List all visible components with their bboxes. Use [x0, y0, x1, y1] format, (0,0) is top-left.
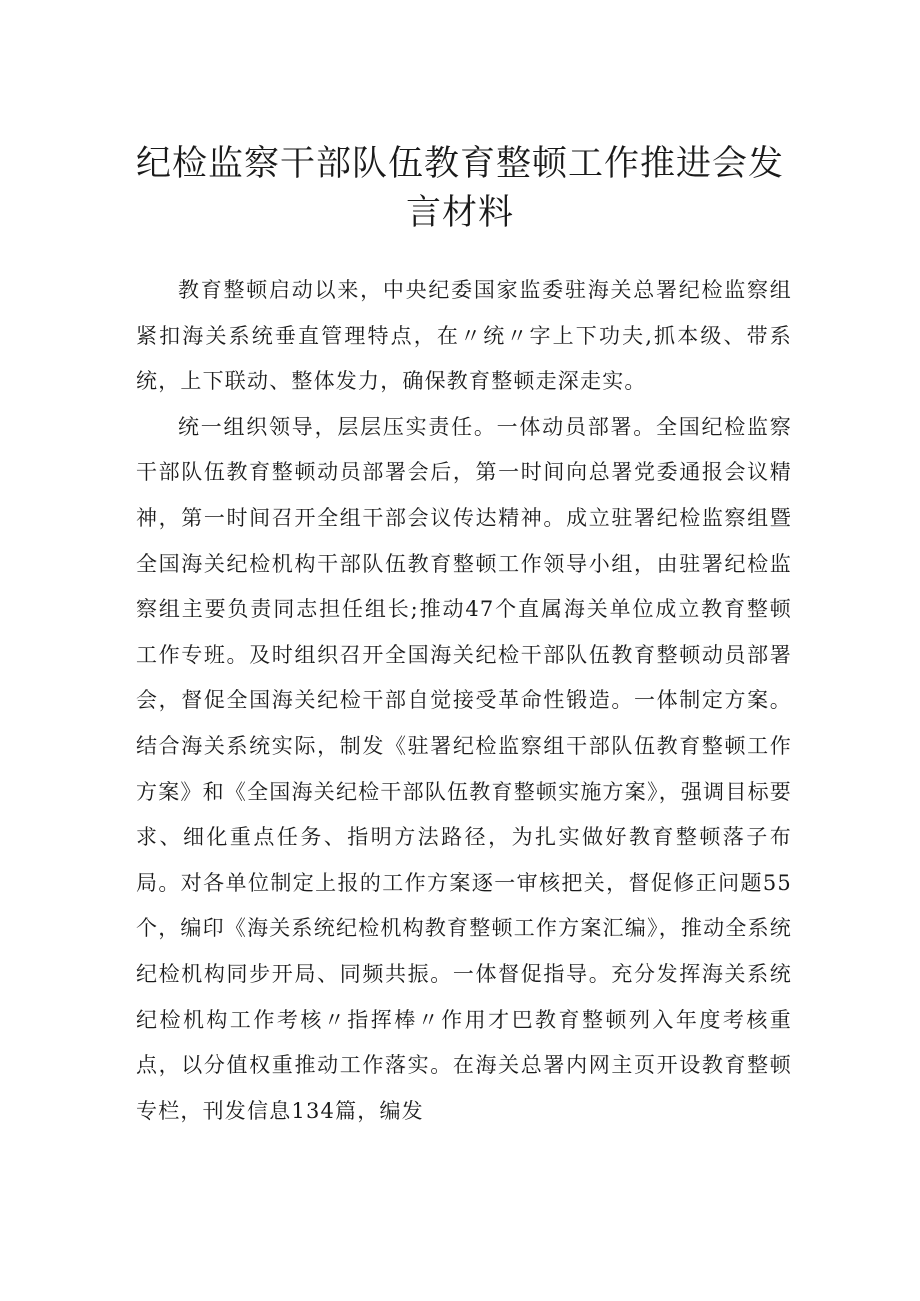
paragraph-intro: 教育整顿启动以来，中央纪委国家监委驻海关总署纪检监察组紧扣海关系统垂直管理特点，在〃统〃字上下功夫,抓本级、带系统，上下联动、整体发力，确保教育整顿走深走实。 — [136, 278, 792, 394]
title-line-1: 纪检监察干部队伍教育整顿工作推进会发 — [135, 144, 784, 184]
document-body — [136, 268, 792, 1134]
document-title — [120, 140, 800, 238]
title-line-2: 言材料 — [405, 193, 514, 233]
paragraph-organization: 统一组织领导，层层压实责任。一体动员部署。全国纪检监察干部队伍教育整顿动员部署会后，第一时间向总署党委通报会议精神，第一时间召开全组干部会议传达精神。成立驻署纪检监察组暨全国海关纪检机构干部队伍教育整顿工作领导小组，由驻署纪检监察组主要负责同志担任组长;推动47个直属海关单位成立教育整顿工作专班。及时组织召开全国海关纪检干部队伍教育整顿动员部署会，督促全国海关纪检干部自觉接受革命性锻造。一体制定方案。结合海关系统实际，制发《驻署纪检监察组干部队伍教育整顿工作方案》和《全国海关纪检干部队伍教育整顿实施方案》，强调目标要求、细化重点任务、指明方法路径，为扎实做好教育整顿落子布局。对各单位制定上报的工作方案逐一审核把关，督促修正问题55个，编印《海关系统纪检机构教育整顿工作方案汇编》，推动全系统纪检机构同步开局、同频共振。一体督促指导。充分发挥海关系统纪检机构工作考核〃指挥棒〃作用才巴教育整顿列入年度考核重点，以分值权重推动工作落实。在海关总署内网主页开设教育整顿专栏，刊发信息134篇，编发 — [136, 414, 792, 1123]
